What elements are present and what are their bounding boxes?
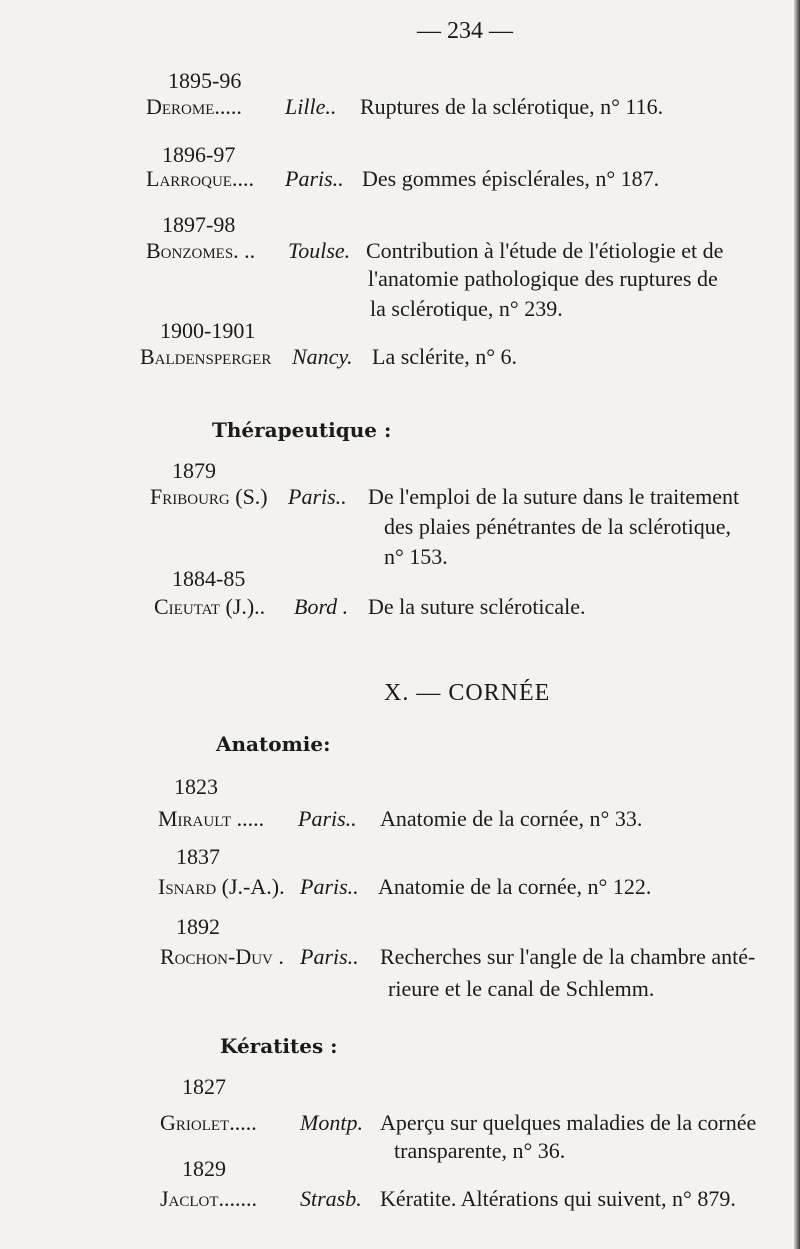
- entry-year: 1895-96: [168, 68, 242, 93]
- entry-year: 1879: [172, 458, 216, 483]
- entry-year: 1896-97: [162, 142, 236, 167]
- entry-author: Mirault .....: [158, 806, 265, 831]
- entry-year: 1837: [176, 844, 220, 869]
- entry-city: Strasb.: [300, 1186, 362, 1211]
- entry-city: Paris..: [285, 166, 344, 191]
- entry-author: Fribourg (S.): [150, 484, 268, 509]
- entry-title: Des gommes épisclérales, n° 187.: [362, 166, 660, 191]
- entry-city: Paris..: [300, 944, 359, 969]
- entry-city: Paris..: [288, 484, 347, 509]
- entry-author: Isnard (J.-A.).: [158, 874, 285, 899]
- entry-year: 1892: [176, 914, 220, 939]
- entry-year: 1829: [182, 1156, 226, 1181]
- entry-title-continued: rieure et le canal de Schlemm.: [388, 976, 655, 1001]
- entry-title: Anatomie de la cornée, n° 122.: [378, 874, 652, 899]
- entry-author: Bonzomes. ..: [146, 238, 256, 263]
- page-number: — 234 —: [417, 18, 513, 44]
- entry-year: 1900-1901: [160, 318, 256, 343]
- entry-title-continued: l'anatomie pathologique des ruptures de: [368, 266, 718, 291]
- entry-author: Baldensperger: [140, 344, 272, 369]
- section-heading-anatomie: Anatomie:: [216, 732, 331, 756]
- entry-title-continued: des plaies pénétrantes de la sclérotique,: [384, 514, 731, 539]
- page-edge: [794, 0, 800, 1249]
- entry-city: Montp.: [300, 1110, 363, 1135]
- entry-title: De la suture scléroticale.: [368, 594, 586, 619]
- entry-author: Jaclot.......: [160, 1186, 258, 1211]
- entry-city: Nancy.: [292, 344, 353, 369]
- entry-title-continued: transparente, n° 36.: [394, 1138, 566, 1163]
- entry-title-continued: la sclérotique, n° 239.: [370, 296, 563, 321]
- entry-year: 1823: [174, 774, 218, 799]
- entry-city: Toulse.: [288, 238, 351, 263]
- section-heading-therapeutique: Thérapeutique :: [212, 418, 392, 442]
- entry-title: Ruptures de la sclérotique, n° 116.: [360, 94, 664, 119]
- entry-title: Contribution à l'étude de l'étiologie et de: [366, 238, 724, 263]
- entry-title: La sclérite, n° 6.: [372, 344, 518, 369]
- chapter-title: X. — CORNÉE: [384, 680, 551, 706]
- entry-title: De l'emploi de la suture dans le traitement: [368, 484, 740, 509]
- entry-author: Larroque....: [146, 166, 254, 191]
- entry-author: Rochon-Duv .: [160, 944, 284, 969]
- entry-author: Griolet.....: [160, 1110, 257, 1135]
- entry-city: Paris..: [300, 874, 359, 899]
- entry-title-continued: n° 153.: [384, 544, 448, 569]
- entry-city: Bord .: [294, 594, 349, 619]
- entry-year: 1827: [182, 1074, 226, 1099]
- entry-title: Aperçu sur quelques maladies de la cornée: [380, 1110, 757, 1135]
- entry-author: Cieutat (J.)..: [154, 594, 266, 619]
- entry-city: Paris..: [298, 806, 357, 831]
- entry-title: Anatomie de la cornée, n° 33.: [380, 806, 643, 831]
- entry-year: 1897-98: [162, 212, 236, 237]
- entry-year: 1884-85: [172, 566, 246, 591]
- entry-title: Recherches sur l'angle de la chambre anté-: [380, 944, 756, 969]
- entry-author: Derome.....: [146, 94, 242, 119]
- entry-city: Lille..: [285, 94, 337, 119]
- section-heading-keratites: Kératites :: [220, 1034, 338, 1058]
- entry-title: Kératite. Altérations qui suivent, n° 879.: [380, 1186, 736, 1211]
